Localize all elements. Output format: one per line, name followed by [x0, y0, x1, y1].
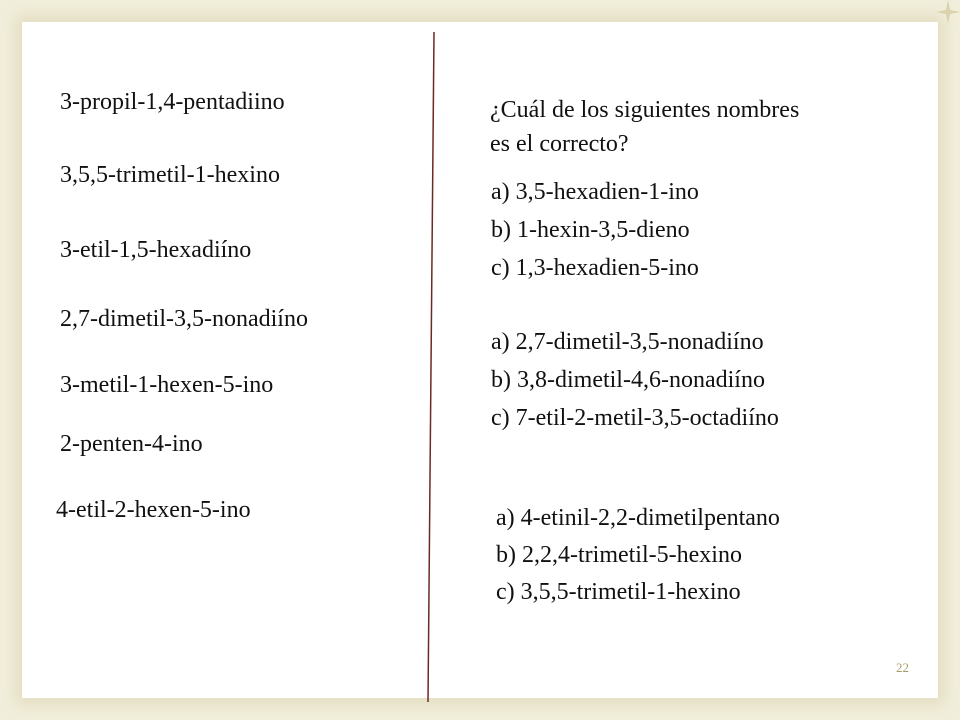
compound-name: 3-etil-1,5-hexadiíno — [60, 237, 252, 263]
option-c: c) 7-etil-2-metil-3,5-octadiíno — [491, 405, 779, 431]
compound-name: 3-metil-1-hexen-5-ino — [60, 372, 274, 398]
option-a: a) 3,5-hexadien-1-ino — [491, 179, 699, 205]
compound-name: 3,5,5-trimetil-1-hexino — [60, 162, 280, 188]
compound-name: 2-penten-4-ino — [60, 431, 203, 457]
option-b: b) 2,2,4-trimetil-5-hexino — [496, 542, 742, 568]
option-a: a) 4-etinil-2,2-dimetilpentano — [496, 505, 780, 531]
page-number: 22 — [896, 660, 909, 675]
option-b: b) 1-hexin-3,5-dieno — [491, 217, 690, 243]
option-c: c) 1,3-hexadien-5-ino — [491, 255, 699, 281]
option-b: b) 3,8-dimetil-4,6-nonadiíno — [491, 367, 765, 393]
option-c: c) 3,5,5-trimetil-1-hexino — [496, 579, 741, 605]
compound-name: 4-etil-2-hexen-5-ino — [56, 497, 251, 523]
compound-name: 3-propil-1,4-pentadiino — [60, 89, 285, 115]
question-line-1: ¿Cuál de los siguientes nombres — [490, 97, 800, 123]
option-a: a) 2,7-dimetil-3,5-nonadiíno — [491, 329, 764, 355]
compound-name: 2,7-dimetil-3,5-nonadiíno — [60, 306, 308, 332]
question-line-2: es el correcto? — [490, 131, 629, 157]
